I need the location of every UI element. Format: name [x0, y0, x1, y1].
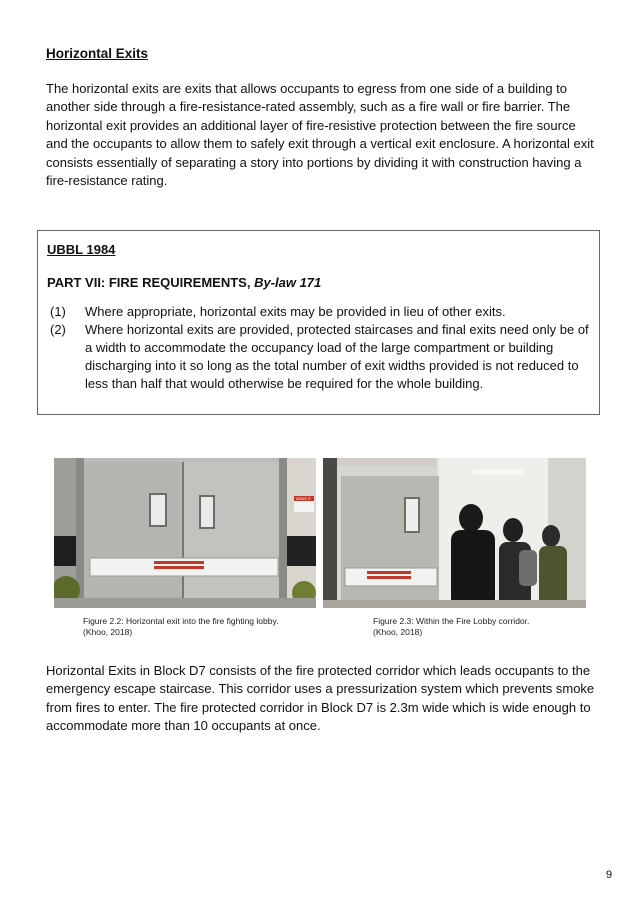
section-heading: Horizontal Exits: [46, 46, 149, 61]
page-number: 9: [606, 869, 613, 881]
figure-photo-lobby-corridor: [323, 458, 586, 608]
bylaw-number: By-law 171: [254, 275, 322, 290]
caption-title: Figure 2.2: Horizontal exit into the fire fighting lobby.: [83, 616, 279, 626]
caption-title: Figure 2.3: Within the Fire Lobby corridor.: [373, 616, 530, 626]
bylaw-item-text: Where appropriate, horizontal exits may be provided in lieu of other exits.: [85, 304, 506, 319]
closing-paragraph: Horizontal Exits in Block D7 consists of the fire protected corridor which leads occupants to the emergency escape staircase. This corridor uses a pressurization system which prevents smoke from fires to enter. The fire protected corridor in Block D7 is 2.3m wide which is wide enough to accommodate more than 10 occupants at once.: [46, 663, 595, 734]
corridor-illustration: [323, 458, 586, 608]
bylaw-item-number: (2): [50, 322, 66, 337]
figure-caption: [373, 616, 529, 638]
fire-door-illustration: [54, 458, 316, 608]
bylaw-box-title: UBBL 1984: [47, 242, 116, 257]
level-sign-text: ARAS 3: [296, 496, 311, 501]
figure-caption: [83, 616, 278, 638]
bylaw-item-number: (1): [50, 304, 66, 319]
bylaw-part-heading: [47, 275, 321, 290]
part-label: PART VII: FIRE REQUIREMENTS,: [47, 275, 251, 290]
caption-source: (Khoo, 2018): [83, 627, 133, 637]
bylaw-item-text: Where horizontal exits are provided, protected staircases and final exits need only be of a width to accommodate the occupancy load of the large compartment or building discharging into it so long as the total number of exit widths provided is not reduced to less than half that would otherwise be required for the whole building.: [85, 322, 589, 391]
bylaw-box: [37, 230, 600, 415]
figure-photo-fire-doors: [54, 458, 316, 608]
intro-paragraph: The horizontal exits are exits that allows occupants to egress from one side of a building to another side through a fire-resistance-rated assembly, such as a fire wall or fire barrier. The horizontal exit provides an additional layer of fire-resistive protection between the fire source and the occupants to allow them to safely exit through a vertical exit enclosure. A horizontal exit consists essentially of separating a story into portions by dividing it with construction having a fire-resistance rating.: [46, 81, 594, 189]
caption-source: (Khoo, 2018): [373, 627, 423, 637]
